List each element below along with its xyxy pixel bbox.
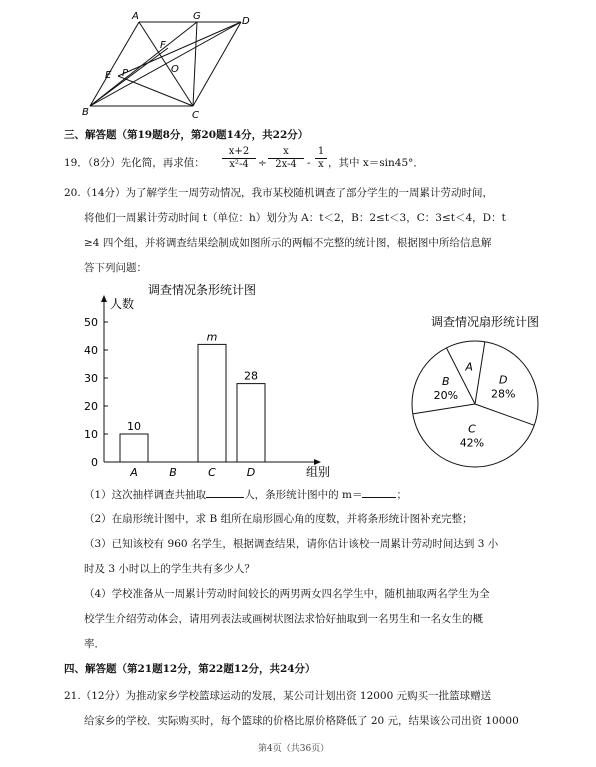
pie-chart xyxy=(400,312,570,472)
pie-slice-pct-D: 28% xyxy=(490,387,516,401)
y-tick-label: 20 xyxy=(84,400,98,413)
q19-op1: ÷ xyxy=(258,157,267,169)
bar-A xyxy=(120,434,148,462)
q20-sub1-a: （1）这次抽样调查共抽取 xyxy=(84,489,207,501)
q21-line1: 21.（12分）为推动家乡学校篮球运动的发展，某公司计划出资 12000 元购买一批篮球赠送 xyxy=(64,690,492,702)
q20-line3: ≥4 四个组，并将调查结果绘制成如图所示的两幅不完整的统计图，根据图中所给信息解 xyxy=(84,237,492,249)
point-label-O: O xyxy=(171,64,179,75)
q20-sub4-l1: （4）学校准备从一周累计劳动时间较长的两男两女四名学生中，随机抽取两名学生为全 xyxy=(84,588,490,600)
x-tick-label-A: A xyxy=(130,466,138,479)
q21-line2: 给家乡的学校．实际购买时，每个篮球的价格比原价格降低了 20 元，结果该公司出资 10000 xyxy=(84,715,519,727)
bar-chart-title: 调查情况条形统计图 xyxy=(148,283,257,297)
section3-title: 三、解答题（第19题8分，第20题14分，共22分） xyxy=(64,129,309,141)
point-label-C: C xyxy=(192,110,199,118)
q20-sub1-c: ； xyxy=(396,489,407,501)
q19-f1-den: x²-4 xyxy=(229,159,249,170)
x-tick-label-D: D xyxy=(246,466,256,479)
q20-sub2: （2）在扇形统计图中，求 B 组所在扇形圆心角的度数，并将条形统计图补充完整； xyxy=(84,513,473,525)
q19-f3-num: 1 xyxy=(315,146,327,159)
answer-blank-2[interactable] xyxy=(362,487,396,498)
bar-value-label-D: 28 xyxy=(244,369,258,383)
pie-slice-label-B: B xyxy=(442,375,450,389)
pie-slice-label-A: A xyxy=(465,360,473,374)
q19-suffix: ，其中 x＝sin45°． xyxy=(328,157,424,169)
pie-slice-label-C: C xyxy=(468,422,476,436)
point-label-P: P xyxy=(122,68,129,79)
section4-title: 四、解答题（第21题12分，第22题12分，共24分） xyxy=(64,663,316,675)
x-tick-label-B: B xyxy=(169,466,177,479)
q20-sub4-l3: 率． xyxy=(84,638,105,650)
x-axis-label: 组别 xyxy=(306,465,331,479)
y-axis-label: 人数 xyxy=(110,297,135,311)
pie-slice-label-D: D xyxy=(498,373,508,387)
y-tick-label: 40 xyxy=(84,344,98,357)
q20-sub1-b: 人，条形统计图中的 m＝ xyxy=(244,489,363,501)
y-tick-label: 50 xyxy=(84,316,98,329)
y-axis-arrow xyxy=(101,295,107,302)
q19-fraction-3 xyxy=(315,146,327,171)
q20-line2: 将他们一周累计劳动时间 t（单位：h）划分为 A：t＜2，B：2≤t＜3，C：3≤t＜4，D：t xyxy=(84,212,506,224)
point-label-G: G xyxy=(193,11,201,22)
bar-value-label-A: 10 xyxy=(127,420,141,433)
y-tick-label: 30 xyxy=(84,372,98,385)
point-label-F: F xyxy=(160,40,166,51)
q19-prefix: 19．（8分）先化简，再求值： xyxy=(64,157,205,169)
point-label-B: B xyxy=(82,107,89,118)
point-label-D: D xyxy=(242,16,250,27)
bar-chart xyxy=(72,278,332,488)
q20-line4: 答下列问题： xyxy=(84,262,147,274)
bar-C xyxy=(198,344,226,462)
bar-value-label-C: m xyxy=(206,330,218,344)
y-tick-label: 0 xyxy=(91,456,98,469)
q19-op2: - xyxy=(307,157,311,169)
q20-sub3-l1: （3）已知该校有 960 名学生，根据调查结果，请你估计该校一周累计劳动时间达到 3 小 xyxy=(84,538,499,550)
page-footer: 第4页（共36页） xyxy=(258,744,330,754)
answer-blank-1[interactable] xyxy=(206,487,244,498)
y-tick-label: 10 xyxy=(84,428,98,441)
bar-D xyxy=(237,384,265,462)
q20-sub3-l2: 时及 3 小时以上的学生共有多少人？ xyxy=(84,563,255,575)
q19-f2-den: 2x-4 xyxy=(275,159,297,170)
q19-f1-num: x+2 xyxy=(222,146,256,159)
point-label-E: E xyxy=(105,70,112,81)
pie-chart-title: 调查情况扇形统计图 xyxy=(430,315,540,329)
pie-slice-pct-C: 42% xyxy=(459,436,485,450)
point-label-A: A xyxy=(132,11,139,22)
geometry-figure xyxy=(80,8,260,118)
pie-slice-pct-B: 20% xyxy=(433,389,459,403)
q20-line1: 20.（14分）为了解学生一周劳动情况，我市某校随机调查了部分学生的一周累计劳动时间， xyxy=(64,187,494,199)
x-tick-label-C: C xyxy=(208,466,216,479)
q20-sub1 xyxy=(84,487,407,502)
q19-f2-num: x xyxy=(268,146,304,159)
q19-fraction-2 xyxy=(268,146,304,171)
q19-fraction-1 xyxy=(222,146,256,171)
q19-f3-den: x xyxy=(318,159,324,170)
q20-sub4-l2: 校学生介绍劳动体会，请用列表法或画树状图法求恰好抽取到一名男生和一名女生的概 xyxy=(84,613,483,625)
